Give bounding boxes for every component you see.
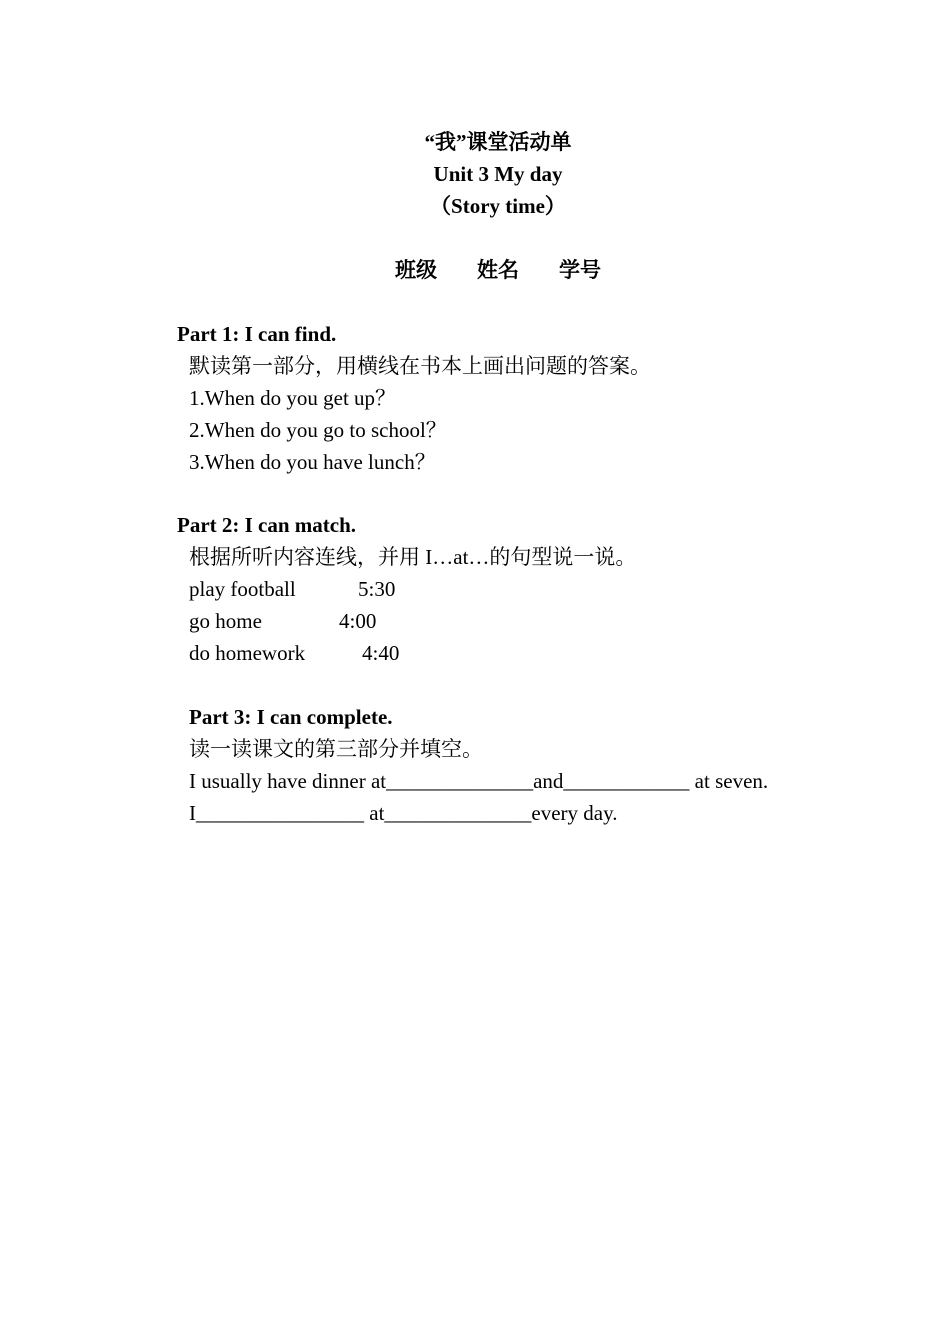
part1-instruction: 默读第一部分，用横线在书本上画出问题的答案。 bbox=[189, 354, 651, 378]
match-activity: play football bbox=[189, 577, 296, 601]
worksheet-header bbox=[0, 126, 950, 222]
part2-title: Part 2: I can match. bbox=[177, 513, 357, 537]
fill-in-sentence: I________________ at______________every day. bbox=[189, 801, 618, 825]
match-time: 4:00 bbox=[339, 609, 377, 633]
match-row bbox=[0, 573, 950, 605]
part3-instruction: 读一读课文的第三部分并填空。 bbox=[189, 737, 483, 761]
part3-section bbox=[0, 701, 950, 829]
part1-title: Part 1: I can find. bbox=[177, 322, 337, 346]
part2-section bbox=[0, 509, 950, 669]
class-label: 班级 bbox=[395, 258, 437, 282]
part2-instruction: 根据所听内容连线，并用 I…at…的句型说一说。 bbox=[189, 545, 637, 569]
match-activity: go home bbox=[189, 609, 262, 633]
match-row bbox=[0, 637, 950, 669]
unit-subtitle: （Story time） bbox=[430, 194, 566, 218]
part1-question: 1.When do you get up？ bbox=[189, 386, 397, 410]
part3-title: Part 3: I can complete. bbox=[189, 705, 393, 729]
match-row bbox=[0, 605, 950, 637]
worksheet-title: “我”课堂活动单 bbox=[424, 130, 572, 154]
number-label: 学号 bbox=[559, 258, 601, 282]
part1-section bbox=[0, 318, 950, 478]
match-activity: do homework bbox=[189, 641, 306, 665]
match-time: 5:30 bbox=[358, 577, 396, 601]
part1-question: 3.When do you have lunch？ bbox=[189, 450, 436, 474]
fill-in-sentence: I usually have dinner at______________and____________ at seven. bbox=[189, 769, 769, 793]
student-info-row bbox=[0, 254, 950, 286]
unit-title: Unit 3 My day bbox=[433, 162, 563, 186]
part1-question: 2.When do you go to school？ bbox=[189, 418, 447, 442]
match-time: 4:40 bbox=[362, 641, 400, 665]
name-label: 姓名 bbox=[477, 258, 519, 282]
